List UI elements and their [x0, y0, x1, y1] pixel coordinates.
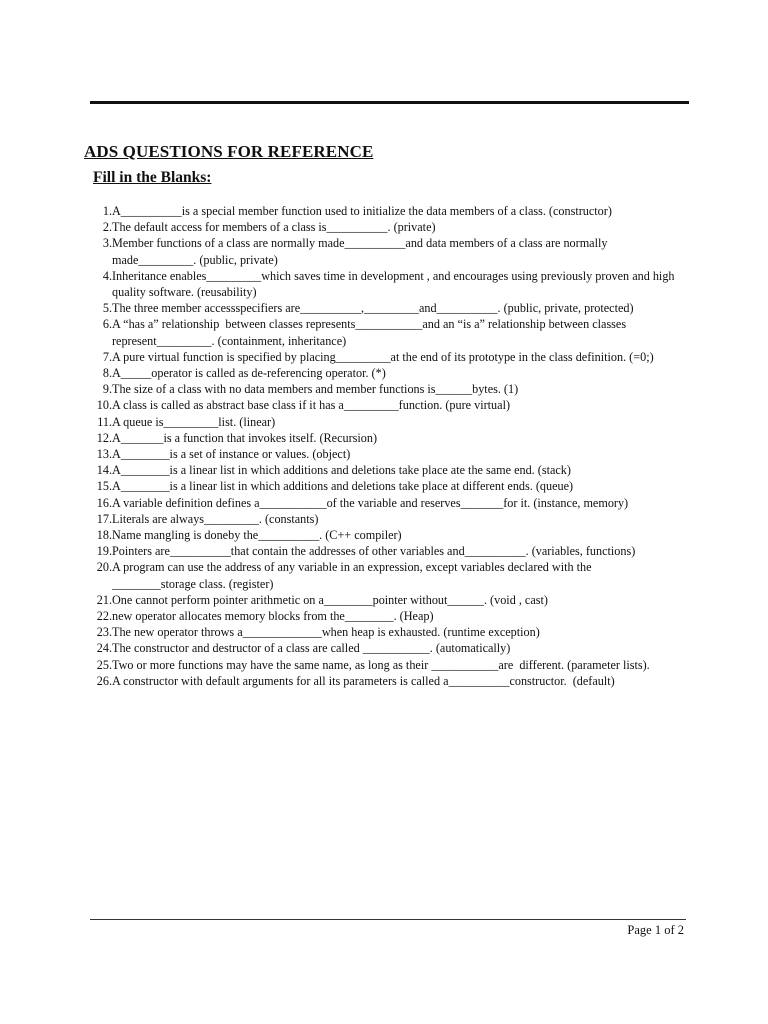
question-text: new operator allocates memory blocks from the________. (Heap)	[112, 609, 434, 624]
question-item	[88, 592, 678, 608]
question-number: 24.	[96, 641, 112, 656]
question-number: 17.	[96, 511, 112, 526]
document-title: ADS QUESTIONS FOR REFERENCE	[84, 142, 374, 161]
question-text: Two or more functions may have the same name, as long as their ___________are different. (parameter lists).	[112, 657, 650, 672]
question-text: The default access for members of a class is__________. (private)	[112, 220, 436, 235]
question-number: 21.	[96, 592, 112, 607]
question-item	[88, 381, 678, 397]
question-item	[88, 608, 678, 624]
question-text: A queue is_________list. (linear)	[112, 414, 276, 429]
question-text: A variable definition defines a___________of the variable and reserves_______for it. (instance, memory)	[112, 495, 629, 510]
question-text: A________is a linear list in which additions and deletions take place at different ends. (queue)	[112, 479, 574, 494]
question-text: A__________is a special member function used to initialize the data members of a class. (constructor)	[112, 204, 612, 218]
question-number: 20.	[96, 560, 112, 575]
question-number: 23.	[96, 625, 112, 640]
question-item	[88, 462, 678, 478]
question-number: 7.	[102, 349, 112, 364]
question-item	[88, 235, 678, 267]
question-number: 14.	[96, 463, 112, 478]
header-rule	[90, 101, 689, 104]
page-number: Page 1 of 2	[627, 923, 684, 937]
question-text: A constructor with default arguments for all its parameters is called a__________constructor. (default)	[112, 673, 615, 688]
question-number: 10.	[96, 398, 112, 413]
question-item	[88, 219, 678, 235]
question-number: 16.	[96, 495, 112, 510]
question-text: A________is a set of instance or values. (object)	[112, 447, 351, 462]
question-text: Inheritance enables_________which saves time in development , and encourages using previously proven and high quality software. (reusability)	[112, 268, 678, 300]
question-item	[88, 300, 678, 316]
question-number: 26.	[96, 673, 112, 688]
question-text: A pure virtual function is specified by placing_________at the end of its prototype in the class definition. (=0;)	[112, 349, 654, 364]
question-text: Member functions of a class are normally made__________and data members of a class are normally made_________. (public, private)	[112, 236, 611, 267]
question-text: Name mangling is doneby the__________. (C++ compiler)	[112, 528, 402, 543]
question-text: A program can use the address of any variable in an expression, except variables declared with the ________storage class. (register)	[112, 560, 595, 591]
question-item	[88, 430, 678, 446]
question-number: 4.	[102, 268, 112, 283]
question-item	[88, 316, 678, 348]
question-number: 2.	[102, 220, 112, 235]
question-item	[88, 640, 678, 656]
question-number: 22.	[96, 609, 112, 624]
question-text: A________is a linear list in which additions and deletions take place ate the same end. (stack)	[112, 463, 571, 478]
question-number: 1.	[102, 204, 112, 218]
question-item	[88, 203, 678, 219]
question-number: 8.	[102, 366, 112, 381]
question-item	[88, 624, 678, 640]
question-text: A class is called as abstract base class if it has a_________function. (pure virtual)	[112, 398, 511, 413]
question-item	[88, 673, 678, 689]
section-heading: Fill in the Blanks:	[93, 169, 212, 186]
question-number: 12.	[96, 430, 112, 445]
question-item	[88, 414, 678, 430]
question-number: 25.	[96, 657, 112, 672]
question-item	[88, 511, 678, 527]
question-number: 11.	[97, 414, 112, 429]
question-text: The constructor and destructor of a class are called ___________. (automatically)	[112, 641, 511, 656]
question-list	[88, 203, 678, 689]
question-number: 6.	[102, 317, 112, 332]
question-item	[88, 495, 678, 511]
question-text: The new operator throws a_____________when heap is exhausted. (runtime exception)	[112, 625, 540, 640]
question-number: 3.	[102, 236, 112, 251]
question-text: A_______is a function that invokes itself. (Recursion)	[112, 430, 378, 445]
question-number: 5.	[102, 301, 112, 316]
question-item	[88, 657, 678, 673]
question-text: The size of a class with no data members and member functions is______bytes. (1)	[112, 382, 519, 397]
question-text: Literals are always_________. (constants)	[112, 511, 319, 526]
footer-rule	[90, 919, 686, 920]
question-item	[88, 478, 678, 494]
question-item	[88, 397, 678, 413]
question-item	[88, 365, 678, 381]
question-text: Pointers are__________that contain the addresses of other variables and__________. (variables, functions)	[112, 544, 636, 559]
question-item	[88, 349, 678, 365]
question-item	[88, 268, 678, 300]
question-number: 13.	[96, 447, 112, 462]
question-item	[88, 559, 678, 591]
question-item	[88, 527, 678, 543]
question-text: A_____operator is called as de-referencing operator. (*)	[112, 366, 386, 381]
question-number: 15.	[96, 479, 112, 494]
question-item	[88, 543, 678, 559]
question-number: 18.	[96, 528, 112, 543]
question-number: 19.	[96, 544, 112, 559]
question-text: One cannot perform pointer arithmetic on a________pointer without______. (void , cast)	[112, 592, 548, 607]
question-text: A “has a” relationship between classes represents___________and an “is a” relationship between classes represent_________. (containment, inheritance)	[112, 317, 630, 348]
question-text: The three member accessspecifiers are__________,_________and__________. (public, private, protected)	[112, 301, 634, 316]
question-item	[88, 446, 678, 462]
question-number: 9.	[102, 382, 112, 397]
